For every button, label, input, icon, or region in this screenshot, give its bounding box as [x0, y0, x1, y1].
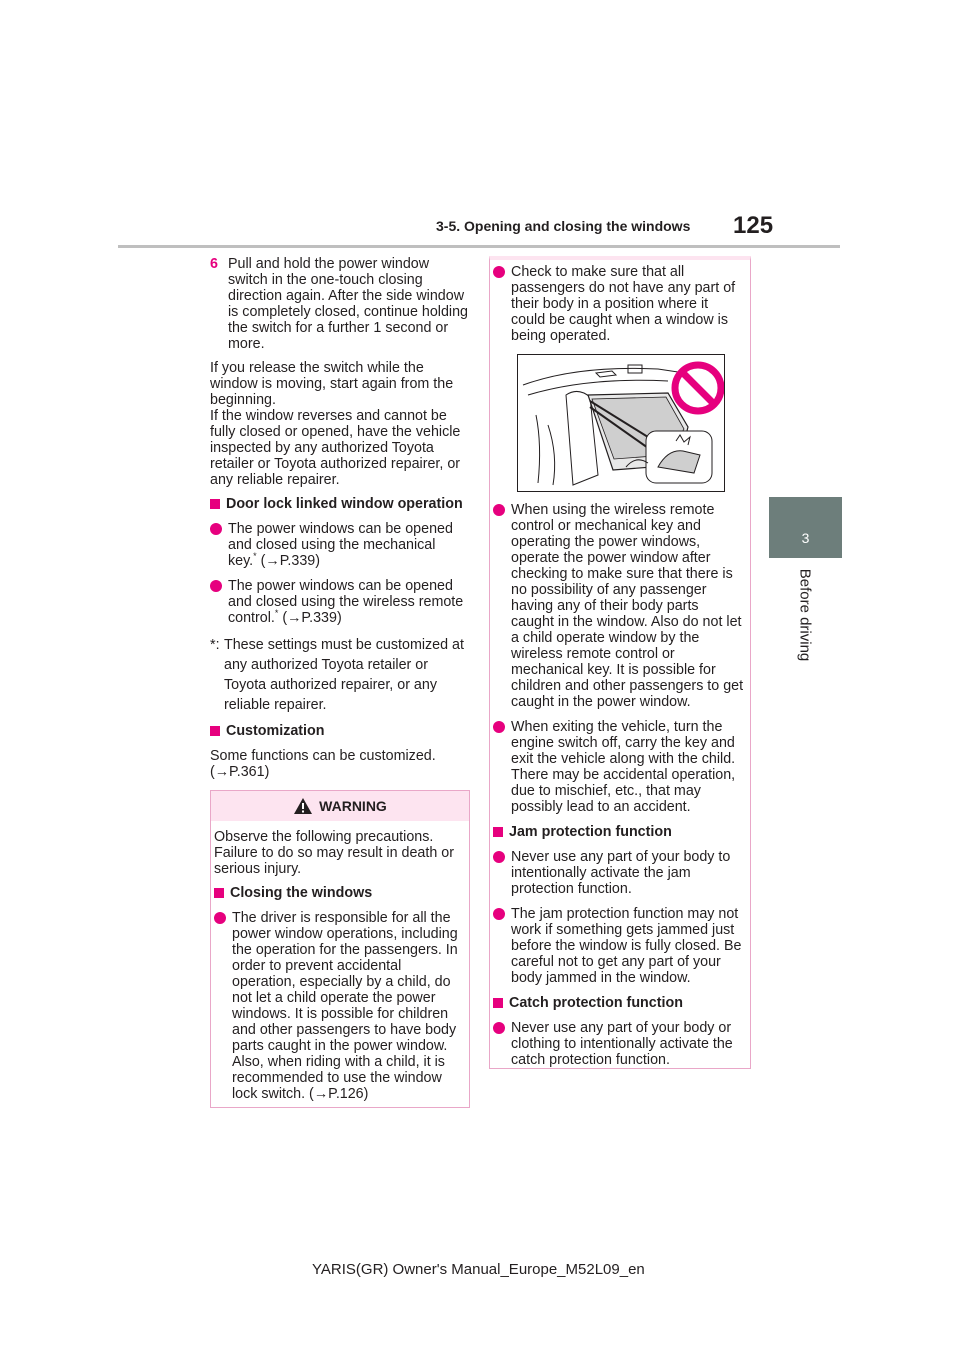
closing-heading: Closing the windows [214, 885, 466, 901]
square-bullet-icon [493, 827, 503, 837]
list-item: The jam protection function may not work if something gets jammed just before the window is fully closed. Be careful not to get any part of your body jammed in the window. [493, 906, 745, 986]
list-item: The power windows can be opened and closed using the mechanical key.* (→P.339) [210, 521, 468, 569]
warning-title: WARNING [319, 798, 387, 814]
customization-heading: Customization [210, 723, 468, 739]
chapter-name: Before driving [796, 568, 814, 662]
jam-heading: Jam protection function [493, 824, 745, 840]
footer-text: YARIS(GR) Owner's Manual_Europe_M52L09_en [312, 1261, 645, 1278]
customization-text: Some functions can be customized. (→P.361) [210, 748, 436, 780]
chapter-label [770, 560, 840, 670]
bullet-icon [210, 580, 222, 592]
right-column-top [493, 264, 745, 353]
chapter-tab [769, 497, 842, 558]
chapter-number: 3 [801, 530, 810, 546]
paragraph: If you release the switch while the window is moving, start again from the beginning. [210, 360, 454, 408]
square-bullet-icon [493, 998, 503, 1008]
step-text: Pull and hold the power window switch in the one-touch closing direction again. After the side window is completely closed, continue holding the switch for a further 1 second or more. [228, 256, 469, 352]
list-item: When exiting the vehicle, turn the engine switch off, carry the key and exit the vehicle along with the child. There may be accidental operation, due to mischief, etc., that may possibly lead to an accident. [493, 719, 745, 815]
step-item [210, 256, 468, 352]
left-column [210, 256, 468, 788]
bullet-icon [493, 908, 505, 920]
window-caution-illustration [517, 354, 725, 492]
bullet-icon [493, 266, 505, 278]
warning-header [211, 791, 469, 821]
bullet-icon [210, 523, 222, 535]
paragraph: If the window reverses and cannot be fully closed or opened, have the vehicle inspected by any authorized Toyota retailer or Toyota authorized repairer, or any reliable repairer. [210, 408, 461, 488]
door-lock-heading: Door lock linked window operation [210, 496, 468, 512]
footnote-mark: *: [210, 637, 220, 653]
list-item: The power windows can be opened and closed using the wireless remote control.* (→P.339) [210, 578, 468, 626]
footnote-text: These settings must be customized at any authorized Toyota retailer or Toyota authorized repairer, or any reliable repairer. [224, 637, 464, 713]
warning-box [210, 790, 470, 1108]
page-number: 125 [733, 212, 774, 239]
step-number: 6 [210, 256, 218, 272]
warning-icon [293, 797, 313, 815]
list-item: Never use any part of your body or clothing to intentionally activate the catch protection function. [493, 1020, 745, 1068]
bullet-icon [493, 721, 505, 733]
square-bullet-icon [214, 888, 224, 898]
list-item: When using the wireless remote control or mechanical key and operating the power windows, operate the power window after checking to make sure that there is no possibility of any passenger having any of their body parts caught in the window. Also do not let a child operate window by the wireless remote control or mechanical key. It is possible for children and other passengers to get caught in the power window. [493, 502, 745, 710]
list-item: The driver is responsible for all the power window operations, including the operation for the passengers. In order to prevent accidental operation, especially by a child, do not let a child operate the power windows. It is possible for children and other passengers to have body parts caught in the power window. Also, when riding with a child, it is recommended to use the window lock switch. (→P.126) [214, 910, 466, 1102]
bullet-icon [493, 1022, 505, 1034]
footnote [210, 635, 468, 715]
car-window-hand-illustration [518, 355, 724, 491]
header-rule [118, 245, 840, 248]
bullet-icon [493, 851, 505, 863]
square-bullet-icon [210, 726, 220, 736]
right-column-bottom [493, 502, 745, 1077]
list-item: Never use any part of your body to intentionally activate the jam protection function. [493, 849, 745, 897]
warning-intro: Observe the following precautions. Failure to do so may result in death or serious injury. [214, 829, 454, 877]
catch-heading: Catch protection function [493, 995, 745, 1011]
bullet-icon [214, 912, 226, 924]
square-bullet-icon [210, 499, 220, 509]
bullet-icon [493, 504, 505, 516]
list-item: Check to make sure that all passengers do not have any part of their body in a position where it could be caught when a window is being operated. [493, 264, 745, 344]
section-title: 3-5. Opening and closing the windows [436, 218, 691, 234]
